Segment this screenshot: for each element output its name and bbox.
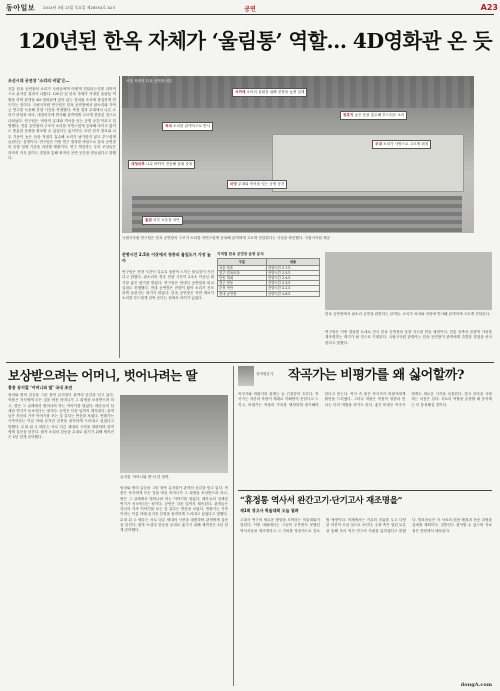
table-cell: 잔향시간 2.7초 (266, 266, 319, 271)
columnist-avatar (238, 366, 254, 386)
col3-body: 연구팀은 이번 결과를 토대로 전국 한옥 공연장의 음향 지도를 만들 예정이다. 전통 건축의 음향적 가치를 재조명하는 계기가 될 것으로 기대된다. 국립국악원 관계자는 한옥 공연장이 관객에게 특별한 경험을 선사한다고 말했다. (325, 330, 492, 345)
table-cell: 잔향시간 2.3초 (266, 281, 319, 286)
sidebar-kicker: 잔향시간 2.5초 이상에서 청중의 몰입도가 가장 높아 (122, 252, 211, 263)
page-number: A23 (480, 3, 498, 12)
article2-headline: 보상받으려는 어머니, 벗어나려는 딸 (8, 368, 198, 383)
dateline: 2014년 3월 13일 목요일 제28554호 A23 (43, 5, 115, 10)
right-photo (325, 252, 492, 310)
article3-kicker: 제1회 장고사 학술대회 오늘 열려 (240, 508, 299, 513)
data-table (217, 252, 320, 297)
table-cell: 순천 낙안 (218, 286, 267, 291)
table-row (218, 291, 320, 296)
column-byline: 음악평론가 (256, 372, 274, 376)
callout-wall: 돌담 외부 소음을 차단 (142, 216, 183, 225)
headline: 120년된 한옥 자체가 ‘울림통’ 역할… 4D영화관 온 듯 (18, 29, 492, 53)
table-cell: 안동 하회 (218, 276, 267, 281)
photo-label: 서울 북촌의 한옥 공연장 내부 (126, 79, 173, 83)
main-photo (122, 76, 474, 233)
article2-body-cont: 엄마와 딸의 갈등을 그린 창작 뮤지컬이 관객의 공감을 얻고 있다. 작품은 자식에게 모든 것을 바친 어머니가 그 희생을 보상받으려 하고, 딸은 그 굴레에서 벗어나려 하는 이야기를 담았다. 배우들의 섬세한 연기가 돋보인다는 평가다. 공연은 다음 달까지 계속된다. 관객들은 자신의 가족 이야기를 보는 것 같다는 반응을 보였다. 연출가는 가족이라는 이름 아래 숨겨진 감정을 솔직하게 드러내고 싶었다고 말했다. 무대 위 두 배우는 서로 다른 세대의 시선을 대변하며 관객에게 질문을 던진다. 원작 소설의 감동을 무대로 옮기기 위해 제작진은 2년 넘게 준비했다. (120, 486, 228, 533)
photo-caption: 국립국악원 연구팀은 한옥 공연장의 구조가 소리를 자연스럽게 증폭해 관객에게 고르게 전달한다는 사실을 확인했다. 국립국악원 제공 (122, 236, 331, 240)
sidebar-body: 연구팀은 잔향 시간이 길수록 청중이 느끼는 몰입감이 커진다고 밝혔다. 판소리의 경우 잔향 시간이 2.5초 이상일 때 가장 좋은 평가를 받았다. 연구팀은 현대식 공연장과 비교 실험도 진행했다. 현대 공연장은 잔향이 짧아 소리가 건조하게 들린다는 평가가 많았다. 한옥 공연장은 자연 재료가 소리를 부드럽게 감싸 준다는 점에서 차이가 있었다. (122, 270, 214, 301)
article2-photo (120, 395, 228, 473)
article2-kicker: 홍콩 뮤지컬 ‘어머니와 딸’ 국내 초연 (8, 385, 73, 390)
callout-rafter: 서까래 소리의 울림을 위해 천장을 높게 설계 (232, 88, 307, 97)
section-rule (238, 490, 492, 491)
callout-maru: 대청마루 나무 바닥이 진동해 울림 증폭 (128, 160, 195, 169)
column-body: 작곡가와 비평가의 관계는 늘 긴장감이 흐른다. 작곡가는 자신의 작품이 제대로 이해받지 못한다고 느끼고, 비평가는 작품의 가치를 냉정하게 평가해야 한다고 믿는다. 역사 속 많은 작곡가가 비평가에게 불만을 드러냈다. 그러나 비평은 작품이 청중과 만나는 다리 역할을 하기도 한다. 좋은 비평은 작곡가에게도 새로운 시각을 선물한다. 결국 음악을 사랑하는 마음은 같다. 서로의 역할을 존중할 때 음악계는 더 풍성해질 것이다. (238, 392, 492, 407)
column-rule (119, 76, 120, 358)
table-cell: 경주 양동 (218, 281, 267, 286)
callout-yard: 마당 무대와 객석을 잇는 공명 공간 (227, 180, 287, 189)
article3-body: 고대사 연구의 새로운 방향을 모색하는 학술대회가 열린다. 이번 대회에서는 그동안 주목받지 못했던 역사서들을 재조명하고 그 가치를 학술적으로 검토할 예정이다. 학계에서는 기록의 진위를 두고 다양한 의견이 오갈 것으로 보인다. 주최 측은 열린 토론을 통해 우리 역사 연구의 지평을 넓히겠다고 밝혔다. 발표자들은 각 사료의 편찬 배경과 전승 과정을 살펴볼 계획이다. 일반인도 참석할 수 있으며 자료집은 현장에서 배포된다. (240, 518, 492, 533)
table-header: 구분 (218, 259, 267, 266)
article2-photo-caption: 뮤지컬 ‘어머니와 딸’의 한 장면. (120, 475, 170, 479)
table-cell: 잔향시간 2.2초 (266, 286, 319, 291)
right-photo-caption: 한옥 공연장에서 판소리 공연을 관람하는 관객들. 소리가 처마와 마당에 반사돼 관객석에 고르게 전달된다. (325, 312, 491, 316)
article3-headline: “휴정통 역사서 완간고기·단기고사 재조명을” (240, 496, 403, 506)
callout-eaves: 처마 소리를 관객석으로 반사 (162, 122, 213, 131)
callout-stage: 무대 소리가 사방으로 고르게 퍼짐 (372, 140, 431, 149)
photo-stage (272, 134, 464, 192)
table-title: 지역별 한옥 공연장 음향 분석 (217, 252, 264, 256)
column-headline: 작곡가는 비평가를 왜 싫어할까? (288, 368, 464, 383)
callout-hanji: 창호지 높은 음을 흡수해 부드러운 소리 (340, 111, 407, 120)
table-header: 내용 (266, 259, 319, 266)
photo-seats (132, 196, 462, 232)
table-cell: 잔향시간 2.5초 (266, 271, 319, 276)
section-title: 공연 (244, 6, 256, 13)
lead-kicker: 조선시대 공연장 ‘소리의 비밀’은… (8, 78, 70, 83)
footer-logo: dongA.com (460, 682, 492, 688)
table-cell: 서울 북촌 (218, 266, 267, 271)
brand-logo: 동아일보 (6, 3, 36, 12)
section-rule (6, 362, 494, 363)
table-cell: 현대 공연장 (218, 291, 267, 296)
column-rule (233, 366, 234, 686)
table-cell: 잔향시간 2.4초 (266, 276, 319, 281)
table-cell: 전주 한옥마을 (218, 271, 267, 276)
article2-body: 엄마와 딸의 갈등을 그린 창작 뮤지컬이 관객의 공감을 얻고 있다. 작품은 자식에게 모든 것을 바친 어머니가 그 희생을 보상받으려 하고, 딸은 그 굴레에서 벗어나려 하는 이야기를 담았다. 배우들의 섬세한 연기가 돋보인다는 평가다. 공연은 다음 달까지 계속된다. 관객들은 자신의 가족 이야기를 보는 것 같다는 반응을 보였다. 연출가는 가족이라는 이름 아래 숨겨진 감정을 솔직하게 드러내고 싶었다고 말했다. 무대 위 두 배우는 서로 다른 세대의 시선을 대변하며 관객에게 질문을 던진다. 원작 소설의 감동을 무대로 옮기기 위해 제작진은 2년 넘게 준비했다. (8, 393, 114, 440)
lead-body: 전통 한옥 공연장의 소리가 사람들에게 어떻게 전달되는지를 과학적으로 분석한 결과가 나왔다. 120년 된 한옥 자체가 거대한 울림통 역할을 하며 관객을 4D 영화관에 앉아 있는 것처럼 소리에 몰입하게 만든다는 것이다. 국립국악원 연구팀은 한옥 공연장에서 판소리와 가야금 연주를 녹음해 잔향 시간을 측정했다. 측정 결과 무대에서 나온 소리가 마당과 처마, 대청마루에 반사돼 관객에게 고르게 전달된 것으로 나타났다. 연구팀은 ‘마당이 무대와 객석을 잇는 공명 공간’이라고 설명했다. 전통 공연장의 구조가 소리를 자연스럽게 증폭해 마이크 없이도 충분한 음량을 확보할 수 있었다는 분석이다. 또한 한지 창호와 나무 기둥이 높은 음을 적절히 흡수해 소리가 날카롭지 않고 부드럽게 들린다는 설명이다. 연구팀은 이번 연구 결과를 바탕으로 한옥 공연장의 음향 설계 기준을 마련할 계획이다. 연구 책임자는 우리 조상들은 과학적 지식 없이도 경험을 통해 최적의 공연 공간을 만들었다고 말했다. (8, 87, 116, 160)
table-cell: 잔향시간 1.6초 (266, 291, 319, 296)
